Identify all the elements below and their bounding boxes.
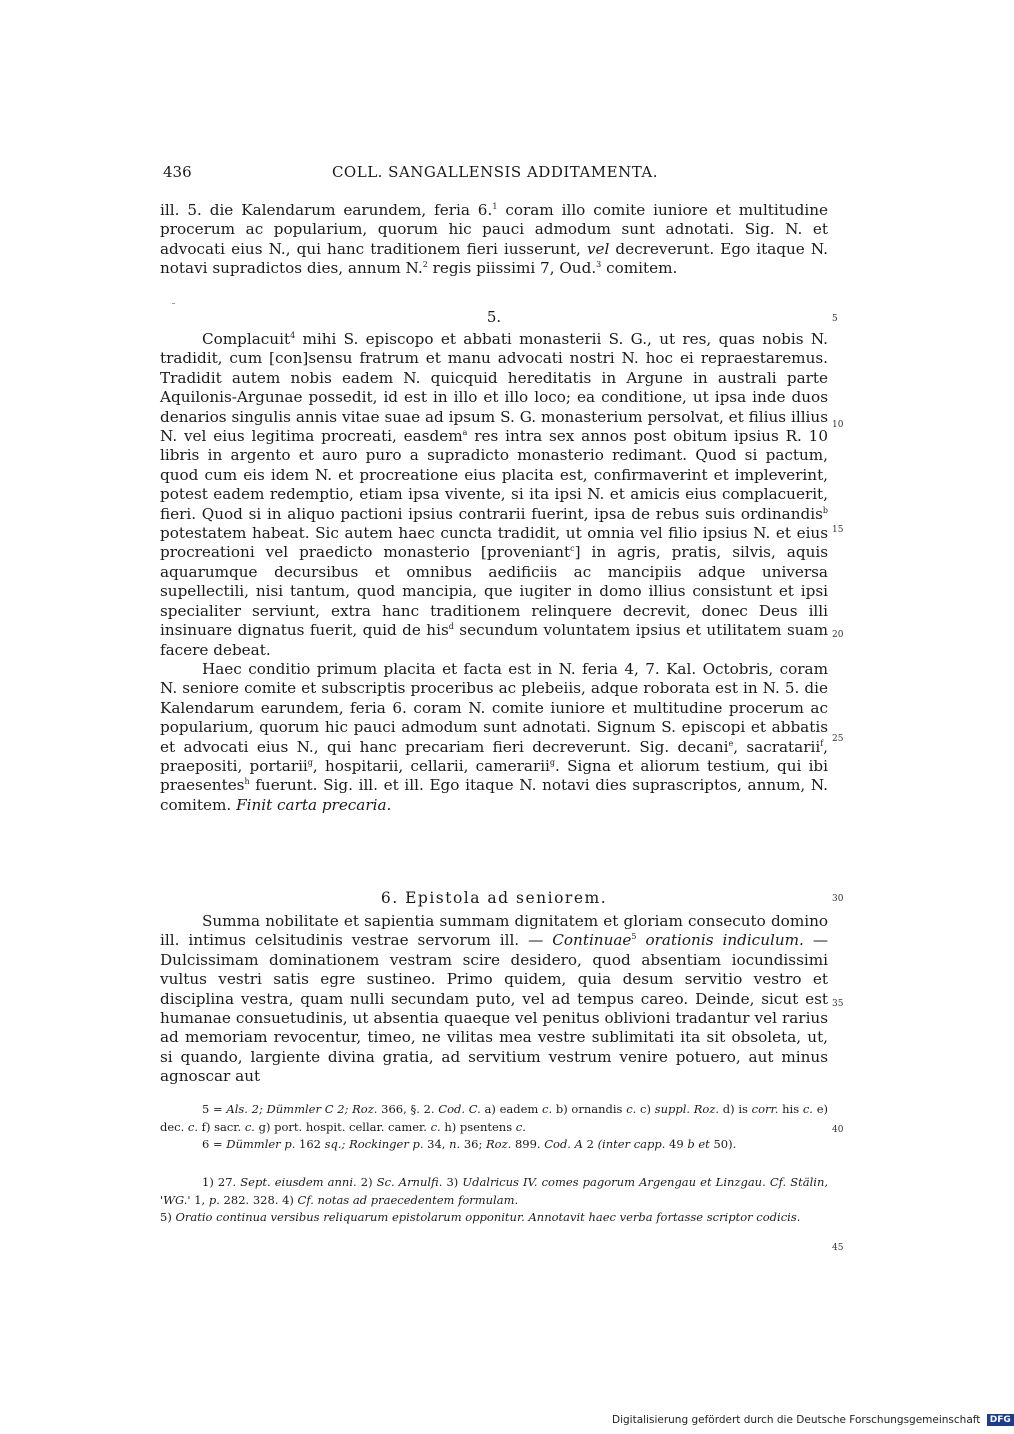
page-number: 436 bbox=[163, 163, 192, 181]
text-run: 282. 328. 4) bbox=[219, 1192, 298, 1207]
text-run: d) is bbox=[719, 1102, 752, 1116]
apparatus-ref: g bbox=[549, 757, 556, 767]
text-run: Cf. notas ad praecedentem formulam. bbox=[297, 1192, 519, 1207]
apparatus-ref: a bbox=[462, 427, 468, 437]
text-run: f) sacr. bbox=[198, 1119, 245, 1134]
text-run: 5) bbox=[160, 1210, 176, 1224]
apparatus-ref: h bbox=[244, 777, 250, 787]
text-run: regis piissimi 7, Oud. bbox=[427, 259, 597, 278]
apparatus-ref: b bbox=[822, 505, 828, 515]
footnote-ref: 4 bbox=[290, 330, 296, 340]
text-run: , praepositi, portarii bbox=[160, 737, 828, 775]
text-run: comitem. bbox=[601, 259, 678, 278]
line-number: 25 bbox=[832, 734, 844, 744]
line-number: 5 bbox=[832, 314, 838, 324]
text-run: potestatem habeat. Sic autem haec cuncta tradidit, ut omnia vel filio ipsius N. et eius procreationi vel praedicto monasterio [proveniant bbox=[160, 524, 828, 562]
line-number: 20 bbox=[832, 630, 844, 640]
text-run: c. bbox=[187, 1119, 199, 1134]
text-run: ill. 5. die Kalendarum earundem, feria 6. bbox=[160, 201, 493, 219]
text-run: Oratio continua versibus reliquarum epistolarum opponitur. Annotavit haec verba fortasse scriptor codicis. bbox=[175, 1210, 801, 1224]
text-run: c. bbox=[802, 1102, 813, 1116]
text-run: 366, §. 2. bbox=[377, 1102, 439, 1116]
text-run: Als. 2; Dümmler C 2; Roz. bbox=[226, 1102, 378, 1116]
apparatus-ref: f bbox=[820, 738, 824, 748]
line-number: 30 bbox=[832, 894, 844, 904]
text-run: b) ornandis bbox=[552, 1102, 627, 1116]
text-run: Finit carta precaria. bbox=[236, 795, 392, 814]
text-run: Summa nobilitate et sapientia summam dignitatem et gloriam consecuto domino ill. intimus celsitudinis vestrae servorum ill. — bbox=[160, 912, 828, 950]
text-run: ] in agris, pratis, silvis, aquis aquarumque decursibus et omnibus aedificiis ac mancipiis adque universa supellectili, nisi tantum, quod mancipia, que iugiter in domo illius consistunt et ipsi specialiter serviunt, extra hanc traditionem relinquere decrevit, donec Deus illi insinuare dignatus fuerit, quid de his bbox=[160, 543, 828, 640]
text-run: Haec conditio primum placita et facta est in N. feria 4, 7. Kal. Octobris, coram N. seniore comite et subscriptis proceribus ac plebeiis, adque roborata est in N. 5. die Kalendarum earundem, feria 6. coram N. comite iuniore et multitudine procerum ac popularium, quorum hic pauci admodum sunt adnotati. Signum S. episcopi et abbatis et advocati eius N., qui hanc precariam fieri decreverunt. Sig. decani bbox=[160, 659, 828, 756]
text-run: secundum voluntatem ipsius et utilitatem suam facere debeat. bbox=[160, 621, 828, 659]
line-number: 45 bbox=[832, 1243, 844, 1253]
section-5-text bbox=[160, 330, 828, 815]
footnote-ref: 3 bbox=[596, 260, 602, 270]
text-run: res intra sex annos post obitum ipsius R. 10 libris in argento et auro puro a supradicto monasterio redimant. Quod si pactum, quod cum eis idem N. et procreatione eius placita est, confirmaverint et impleverint, potest eadem redemptio, etiam ipsa vivente, si ita ipsi N. et amicis eius complacuerit, fieri. Quod si in aliquo pactioni ipsius contrarii fuerint, ipsa de rebus suis ordinandis bbox=[160, 427, 828, 523]
intro-paragraph bbox=[160, 201, 828, 279]
text-run: 1, bbox=[190, 1192, 209, 1207]
apparatus-line bbox=[160, 1101, 828, 1136]
text-run: (inter capp. bbox=[597, 1137, 666, 1151]
text-run: 5 = bbox=[202, 1102, 227, 1116]
text-run: 899. bbox=[511, 1137, 545, 1151]
text-run: Cod. C. bbox=[438, 1102, 481, 1116]
text-run: Complacuit bbox=[202, 330, 291, 348]
footnote-line bbox=[160, 1209, 828, 1227]
section-6-text bbox=[160, 912, 828, 1087]
text-run: a) eadem bbox=[480, 1102, 543, 1116]
text-run: Udalricus IV. comes pagorum Argengau et Linzgau. Cf. Stälin, 'WG.' bbox=[160, 1175, 829, 1207]
text-run: sq.; Rockinger p. bbox=[324, 1137, 424, 1151]
digitization-credit bbox=[612, 1414, 1014, 1428]
text-run: 49 bbox=[665, 1137, 688, 1151]
text-run: c. bbox=[244, 1119, 255, 1134]
text-run: mihi S. episcopo et abbati monasterii S. G., ut res, quas nobis N. tradidit, cum [con]sensu fratrum et manu advocati nostri N. hoc ei repraestaremus. Tradidit autem nobis eadem N. quicquid hereditatis in Argune in australi parte Aquilonis-Argunae possedit, id est in illo et illo loco; ea conditione, ut ipsa inde duos denarios singulis annis vitae suae ad ipsum S. G. monasterium persolvat, et filius illius N. vel eius legitima procreati, easdem bbox=[160, 330, 828, 446]
text-run: Dümmler p. bbox=[226, 1137, 296, 1151]
text-run: coram illo comite iuniore et multitudine procerum ac popularium, quorum hic pauci admodum sunt adnotati. Sig. N. et advocati eius N., qui hanc traditionem fieri iusserunt, bbox=[160, 201, 829, 258]
text-run: corr. bbox=[751, 1102, 779, 1116]
text-run: c. bbox=[515, 1119, 526, 1134]
text-run: c. bbox=[430, 1119, 441, 1134]
margin-mark bbox=[172, 303, 175, 304]
text-run: 2) bbox=[356, 1175, 377, 1189]
critical-apparatus bbox=[160, 1101, 828, 1154]
text-run: Sc. Arnulfi. bbox=[376, 1175, 443, 1189]
text-run: — Dulcissimam dominationem vestram scire desidero, quod absentiam iocundissimi vultus vestri satis egre sustineo. Primo quidem, quia desum servitio vestro et disciplina vestra, quam nulli secundam puto, vel ad tempus careo. Deinde, sicut est humanae consuetudinis, ut absentia quaeque vel penitus oblivioni tradantur vel rarius ad memoriam revocentur, timeo, ne vilitas mea vestre sublimitati ita sit obsoleta, ut, si quando, largiente divina gratia, ad servitium vestrum venire potuero, aut minus agnoscar aut bbox=[160, 931, 829, 1086]
text-run: c. bbox=[626, 1102, 637, 1116]
text-run: suppl. Roz. bbox=[654, 1102, 720, 1116]
apparatus-line bbox=[160, 1136, 828, 1154]
text-run: c. bbox=[542, 1102, 553, 1116]
apparatus-ref: c bbox=[570, 544, 575, 554]
text-run: , sacratarii bbox=[733, 737, 821, 756]
text-run: n. bbox=[449, 1137, 461, 1151]
text-run: 50). bbox=[709, 1137, 737, 1151]
text-run: decreverunt. Ego itaque N. notavi supradictos dies, annum N. bbox=[160, 239, 828, 278]
text-run: g) port. hospit. cellar. camer. bbox=[254, 1119, 431, 1134]
text-run: e) dec. bbox=[160, 1102, 828, 1134]
text-run: h) psentens bbox=[440, 1119, 516, 1134]
line-number: 10 bbox=[832, 420, 844, 430]
text-run: 2 bbox=[582, 1137, 598, 1151]
credit-text: Digitalisierung gefördert durch die Deutsche Forschungsgemeinschaft bbox=[612, 1414, 981, 1426]
footnote-line bbox=[160, 1174, 828, 1209]
text-run: 3) bbox=[442, 1175, 463, 1189]
text-run: , hospitarii, cellarii, camerarii bbox=[312, 756, 550, 775]
section-5-paragraph-2 bbox=[160, 660, 828, 815]
section-6-heading: 6. Epistola ad seniorem. bbox=[380, 889, 608, 907]
text-run: Roz. bbox=[486, 1137, 512, 1151]
text-run: . Signa et aliorum testium, qui ibi praesentes bbox=[160, 756, 829, 795]
footnote-ref: 5 bbox=[631, 932, 637, 942]
apparatus-ref: e bbox=[728, 738, 734, 748]
line-number: 15 bbox=[832, 525, 844, 535]
text-run: fuerunt. Sig. ill. et ill. Ego itaque N. notavi dies suprascriptos, annum, N. comitem. bbox=[160, 776, 828, 814]
text-run: 1) 27. bbox=[202, 1175, 241, 1189]
line-number: 35 bbox=[832, 999, 844, 1009]
text-run: his bbox=[778, 1102, 803, 1116]
text-run: c) bbox=[636, 1102, 655, 1116]
apparatus-ref: g bbox=[307, 757, 313, 767]
section-6-paragraph-1 bbox=[160, 912, 828, 1087]
apparatus-ref: d bbox=[448, 622, 454, 632]
text-run: orationis indiculum. bbox=[636, 931, 804, 950]
text-run: vel bbox=[586, 239, 610, 258]
text-run: 6 = bbox=[202, 1137, 227, 1151]
footnote-ref: 1 bbox=[492, 201, 498, 211]
text-run: Sept. eiusdem anni. bbox=[240, 1175, 357, 1189]
dfg-logo: DFG bbox=[987, 1414, 1014, 1426]
footnote-ref: 2 bbox=[422, 260, 428, 270]
section-5-paragraph-1 bbox=[160, 330, 828, 660]
footnotes bbox=[160, 1174, 828, 1227]
section-5-heading: 5. bbox=[486, 308, 502, 326]
text-run: p. bbox=[208, 1192, 220, 1207]
running-title: COLL. SANGALLENSIS ADDITAMENTA. bbox=[331, 163, 659, 181]
text-run: b et bbox=[687, 1137, 710, 1151]
text-run: 34, bbox=[423, 1137, 450, 1151]
text-run: Continuae bbox=[552, 931, 632, 950]
text-run: 36; bbox=[460, 1137, 486, 1151]
line-number: 40 bbox=[832, 1125, 844, 1135]
text-run: Cod. A bbox=[544, 1137, 583, 1151]
text-run: 162 bbox=[295, 1137, 325, 1151]
